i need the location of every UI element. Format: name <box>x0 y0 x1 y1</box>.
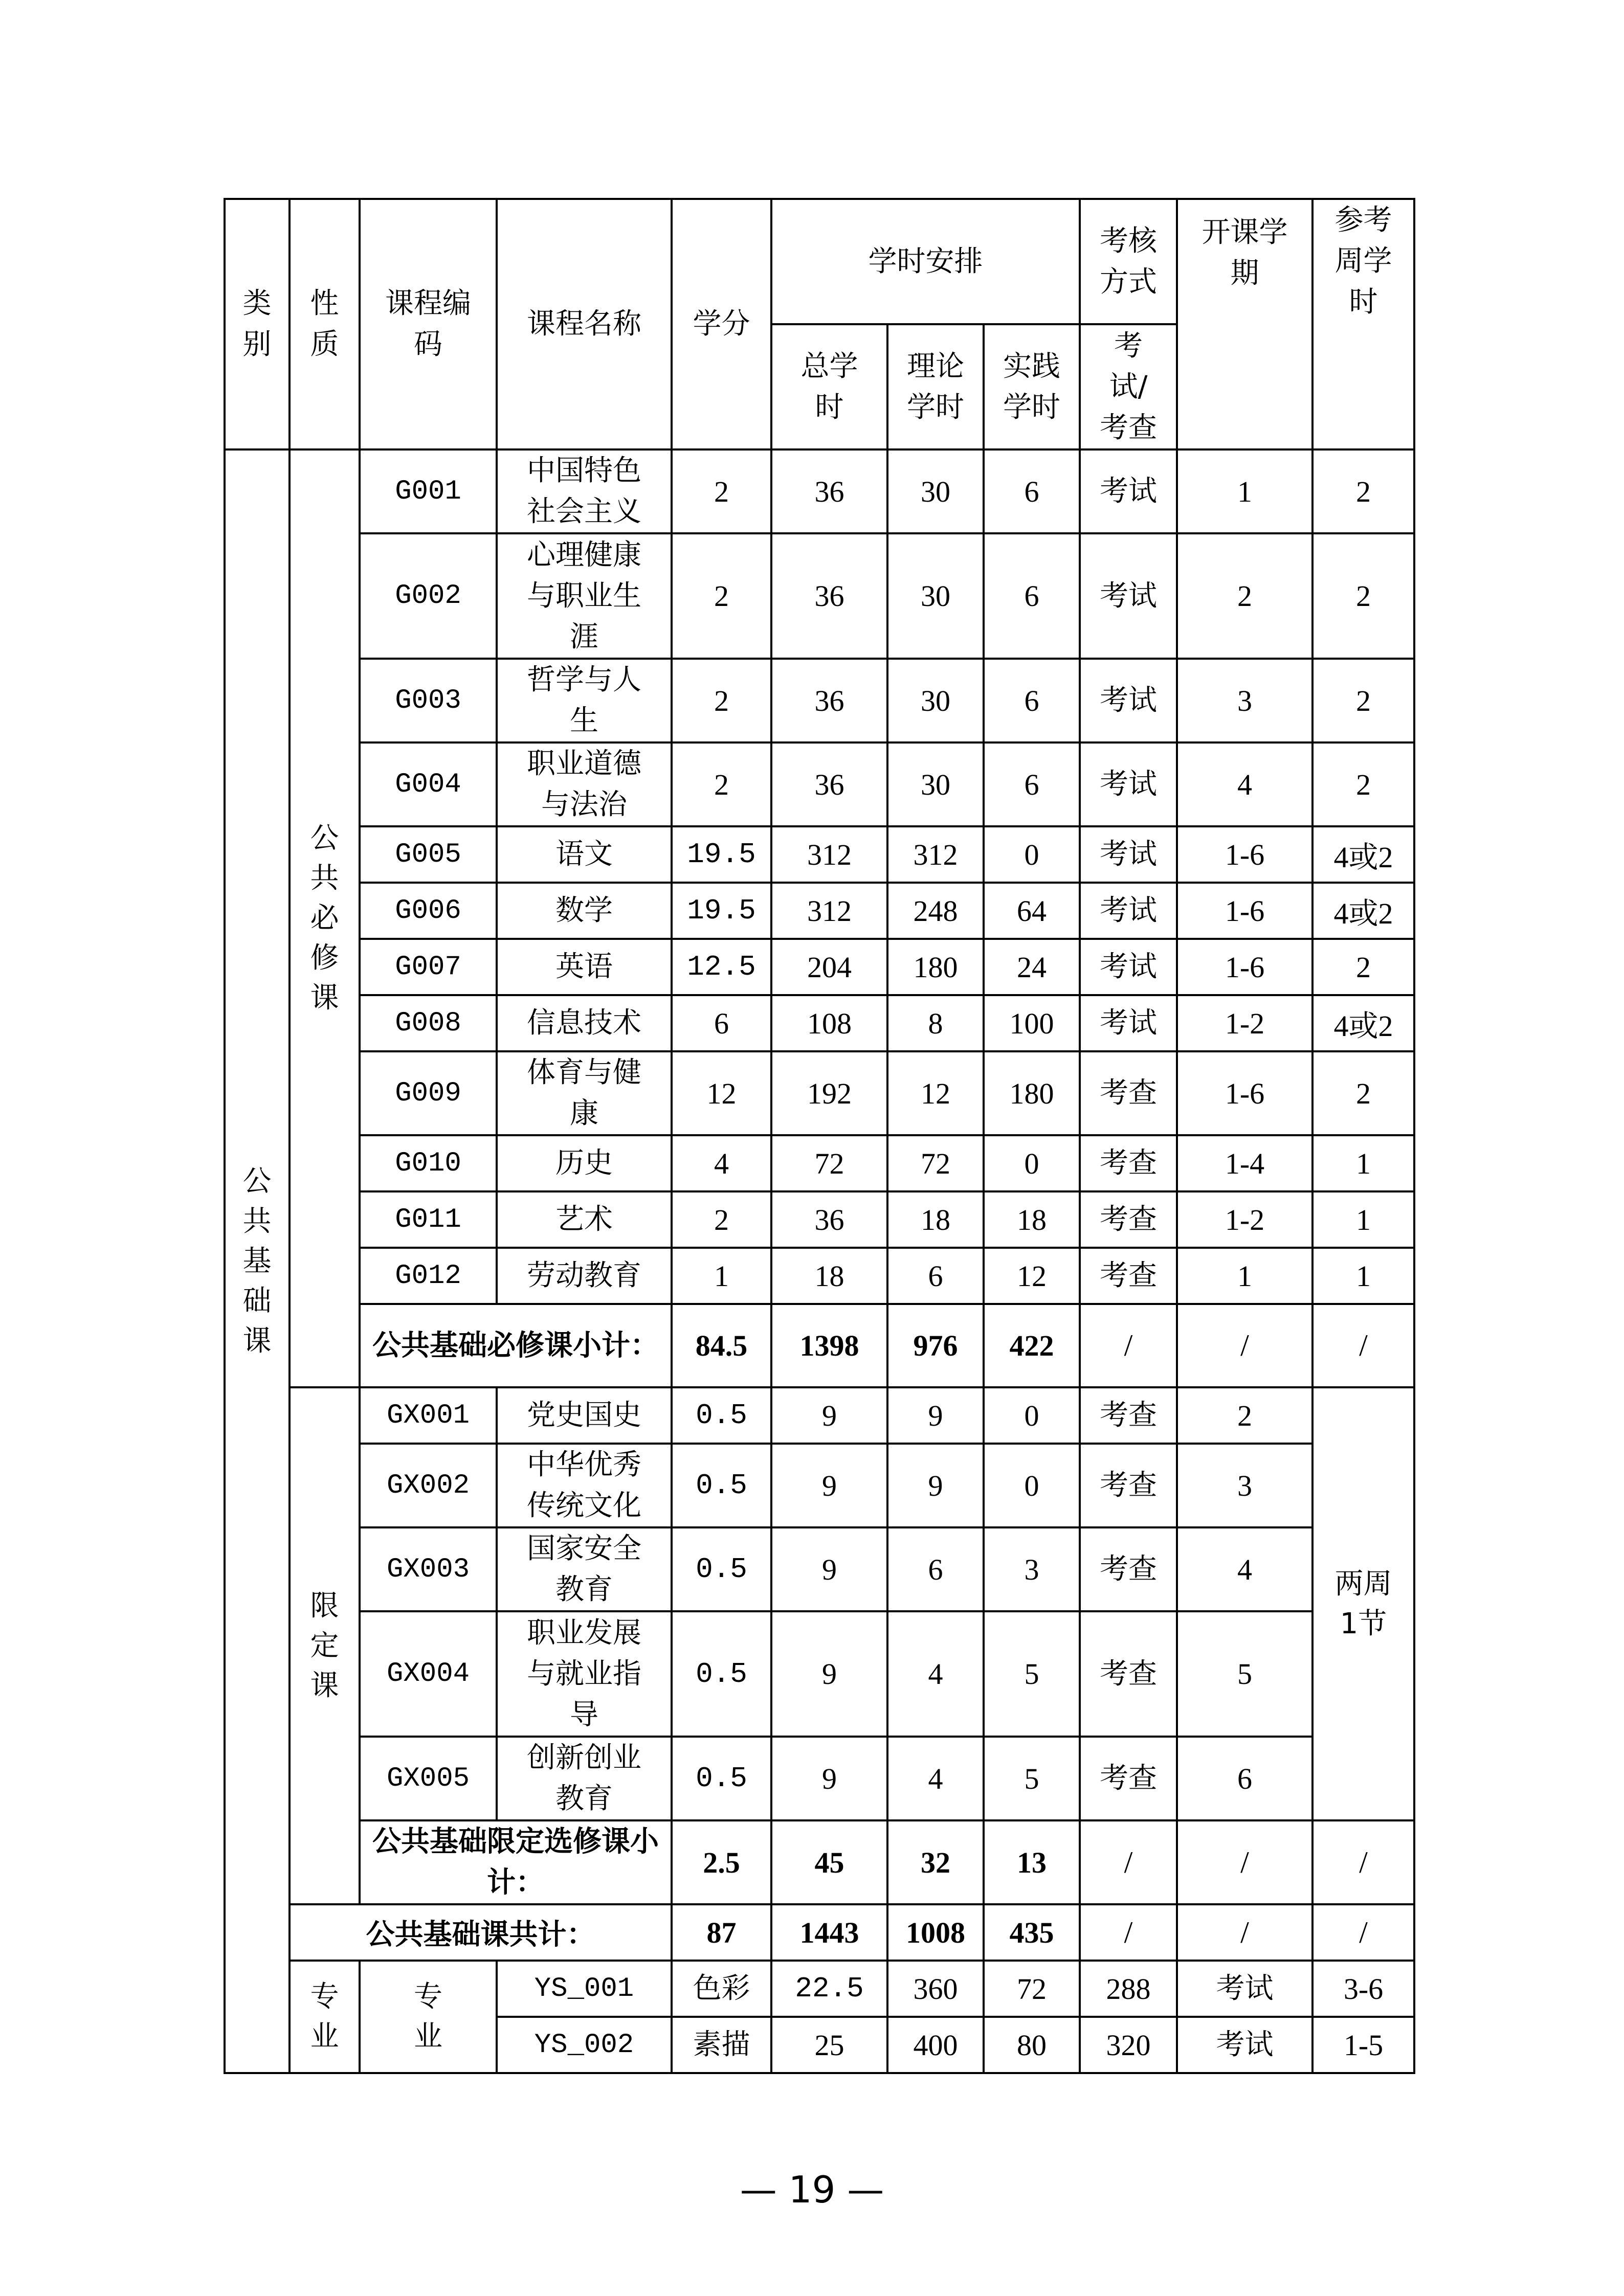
semester: 1-5 <box>1312 2017 1414 2073</box>
practice-hours: 320 <box>1080 2017 1177 2073</box>
weekly-hours: / <box>1312 1820 1414 1904</box>
course-code: G011 <box>360 1191 497 1248</box>
total-hours: 312 <box>771 883 887 939</box>
header-total-hours: 总学时 <box>771 324 887 449</box>
semester: / <box>1177 1904 1312 1961</box>
header-semester: 开课学期 <box>1177 199 1312 449</box>
assessment: 考查 <box>1080 1611 1177 1737</box>
theory-hours: 18 <box>887 1191 984 1248</box>
practice-hours: 6 <box>984 659 1080 742</box>
course-code: G007 <box>360 939 497 995</box>
practice-hours: 100 <box>984 995 1080 1051</box>
course-name: 国家安全教育 <box>497 1527 672 1611</box>
credits: 6 <box>672 995 771 1051</box>
assessment: / <box>1080 1304 1177 1387</box>
credits: 25 <box>771 2017 887 2073</box>
limited-weekly-hours: 两周1节 <box>1312 1387 1414 1820</box>
weekly-hours: 4或2 <box>1312 883 1414 939</box>
course-name: 哲学与人生 <box>497 659 672 742</box>
subtotal-row <box>225 1304 1414 1387</box>
course-code: G001 <box>360 449 497 533</box>
header-course-name: 课程名称 <box>497 199 672 449</box>
assessment: 考查 <box>1080 1051 1177 1135</box>
semester: 1-6 <box>1177 1051 1312 1135</box>
credits: 22.5 <box>771 1961 887 2017</box>
total-hours: 9 <box>771 1387 887 1444</box>
total-hours: 36 <box>771 449 887 533</box>
table-row <box>225 1527 1414 1611</box>
theory-hours: 12 <box>887 1051 984 1135</box>
total-hours: 36 <box>771 533 887 659</box>
theory-hours: 8 <box>887 995 984 1051</box>
assessment: 考试 <box>1080 533 1177 659</box>
group-major-nature: 专业 <box>360 1961 497 2073</box>
table-row <box>225 1135 1414 1191</box>
course-code: GX002 <box>360 1444 497 1527</box>
weekly-hours: / <box>1312 1304 1414 1387</box>
practice-hours: 0 <box>984 1135 1080 1191</box>
subtotal-row <box>225 1820 1414 1904</box>
course-name: 劳动教育 <box>497 1248 672 1304</box>
course-name: 创新创业教育 <box>497 1737 672 1820</box>
weekly-hours: 2 <box>1312 659 1414 742</box>
practice-hours: 180 <box>984 1051 1080 1135</box>
total-hours: 36 <box>771 659 887 742</box>
weekly-hours: 4或2 <box>1312 826 1414 883</box>
credits: 2 <box>672 659 771 742</box>
practice-hours: 422 <box>984 1304 1080 1387</box>
header-practice-hours: 实践学时 <box>984 324 1080 449</box>
theory-hours: 9 <box>887 1387 984 1444</box>
credits: 0.5 <box>672 1444 771 1527</box>
practice-hours: 6 <box>984 449 1080 533</box>
table-row <box>225 1051 1414 1135</box>
credits: 2 <box>672 449 771 533</box>
course-code: YS_001 <box>497 1961 672 2017</box>
public-total-label: 公共基础课共计： <box>290 1904 672 1961</box>
course-code: GX001 <box>360 1387 497 1444</box>
semester: 2 <box>1177 533 1312 659</box>
theory-hours: 32 <box>887 1820 984 1904</box>
header-credits: 学分 <box>672 199 771 449</box>
table-row <box>225 659 1414 742</box>
course-name: 中国特色社会主义 <box>497 449 672 533</box>
course-code: G006 <box>360 883 497 939</box>
semester: 2 <box>1177 1387 1312 1444</box>
assessment: 考试 <box>1080 995 1177 1051</box>
table-row <box>225 995 1414 1051</box>
total-hours: 360 <box>887 1961 984 2017</box>
semester: 3 <box>1177 1444 1312 1527</box>
course-name: 语文 <box>497 826 672 883</box>
course-name: 素描 <box>672 2017 771 2073</box>
assessment: 考试 <box>1177 1961 1312 2017</box>
practice-hours: 5 <box>984 1611 1080 1737</box>
practice-hours: 0 <box>984 1444 1080 1527</box>
table-row <box>225 826 1414 883</box>
semester: 4 <box>1177 742 1312 826</box>
header-weekly-hours: 参考周学时 <box>1312 199 1414 449</box>
total-hours: 36 <box>771 742 887 826</box>
semester: 1 <box>1177 1248 1312 1304</box>
theory-hours: 30 <box>887 449 984 533</box>
semester: 1-2 <box>1177 1191 1312 1248</box>
semester: 1-6 <box>1177 826 1312 883</box>
header-category: 类别 <box>225 199 290 449</box>
total-hours: 400 <box>887 2017 984 2073</box>
assessment: 考试 <box>1080 742 1177 826</box>
assessment: 考查 <box>1080 1527 1177 1611</box>
theory-hours: 80 <box>984 2017 1080 2073</box>
weekly-hours: 2 <box>1312 939 1414 995</box>
table-row <box>225 1444 1414 1527</box>
header-course-code: 课程编码 <box>360 199 497 449</box>
course-name: 党史国史 <box>497 1387 672 1444</box>
practice-hours: 13 <box>984 1820 1080 1904</box>
assessment: 考试 <box>1080 826 1177 883</box>
course-code: G010 <box>360 1135 497 1191</box>
course-code: G008 <box>360 995 497 1051</box>
theory-hours: 9 <box>887 1444 984 1527</box>
semester: 3 <box>1177 659 1312 742</box>
assessment: 考试 <box>1080 659 1177 742</box>
semester: 1-2 <box>1177 995 1312 1051</box>
weekly-hours: 1 <box>1312 1135 1414 1191</box>
credits: 84.5 <box>672 1304 771 1387</box>
header-exam-or-check: 考试/考查 <box>1080 324 1177 449</box>
semester: 1-4 <box>1177 1135 1312 1191</box>
theory-hours: 4 <box>887 1611 984 1737</box>
course-code: GX005 <box>360 1737 497 1820</box>
theory-hours: 6 <box>887 1248 984 1304</box>
credits: 19.5 <box>672 826 771 883</box>
total-hours: 45 <box>771 1820 887 1904</box>
credits: 0.5 <box>672 1527 771 1611</box>
table-row <box>225 1961 1414 2017</box>
theory-hours: 976 <box>887 1304 984 1387</box>
theory-hours: 1008 <box>887 1904 984 1961</box>
assessment: 考查 <box>1080 1737 1177 1820</box>
semester: / <box>1177 1304 1312 1387</box>
theory-hours: 30 <box>887 742 984 826</box>
header-nature: 性质 <box>290 199 360 449</box>
practice-hours: 435 <box>984 1904 1080 1961</box>
practice-hours: 64 <box>984 883 1080 939</box>
table-row <box>225 449 1414 533</box>
total-hours: 204 <box>771 939 887 995</box>
course-code: GX004 <box>360 1611 497 1737</box>
credits: 2 <box>672 533 771 659</box>
table-row <box>225 1611 1414 1737</box>
total-hours: 1443 <box>771 1904 887 1961</box>
credits: 19.5 <box>672 883 771 939</box>
credits: 87 <box>672 1904 771 1961</box>
header-assessment-method: 考核方式 <box>1080 199 1177 324</box>
practice-hours: 288 <box>1080 1961 1177 2017</box>
assessment: 考查 <box>1080 1248 1177 1304</box>
credits: 1 <box>672 1248 771 1304</box>
practice-hours: 0 <box>984 1387 1080 1444</box>
course-code: G004 <box>360 742 497 826</box>
semester: 3-6 <box>1312 1961 1414 2017</box>
group-public-basic: 公共基础课 <box>225 449 290 2073</box>
limited-subtotal-label: 公共基础限定选修课小计： <box>360 1820 672 1904</box>
assessment: 考查 <box>1080 1387 1177 1444</box>
practice-hours: 5 <box>984 1737 1080 1820</box>
header-row-1 <box>225 199 1414 324</box>
semester: 4 <box>1177 1527 1312 1611</box>
table-row <box>225 883 1414 939</box>
course-name: 历史 <box>497 1135 672 1191</box>
total-hours: 108 <box>771 995 887 1051</box>
practice-hours: 6 <box>984 533 1080 659</box>
assessment: 考查 <box>1080 1135 1177 1191</box>
credits: 12.5 <box>672 939 771 995</box>
total-hours: 72 <box>771 1135 887 1191</box>
course-code: G012 <box>360 1248 497 1304</box>
course-name: 职业发展与就业指导 <box>497 1611 672 1737</box>
credits: 2 <box>672 1191 771 1248</box>
table-row <box>225 1737 1414 1820</box>
course-code: GX003 <box>360 1527 497 1611</box>
theory-hours: 4 <box>887 1737 984 1820</box>
practice-hours: 18 <box>984 1191 1080 1248</box>
course-name: 心理健康与职业生涯 <box>497 533 672 659</box>
assessment: 考试 <box>1080 449 1177 533</box>
total-hours: 9 <box>771 1527 887 1611</box>
practice-hours: 24 <box>984 939 1080 995</box>
semester: 1-6 <box>1177 883 1312 939</box>
header-hours-arrangement: 学时安排 <box>771 199 1080 324</box>
theory-hours: 72 <box>887 1135 984 1191</box>
theory-hours: 312 <box>887 826 984 883</box>
group-limited: 限定课 <box>290 1387 360 1904</box>
weekly-hours: 2 <box>1312 742 1414 826</box>
weekly-hours: 4或2 <box>1312 995 1414 1051</box>
semester: 6 <box>1177 1737 1312 1820</box>
assessment: 考查 <box>1080 1191 1177 1248</box>
assessment: 考查 <box>1080 1444 1177 1527</box>
required-subtotal-label: 公共基础必修课小计： <box>360 1304 672 1387</box>
course-code: G009 <box>360 1051 497 1135</box>
page-number: — 19 — <box>740 2168 884 2211</box>
course-code: G003 <box>360 659 497 742</box>
weekly-hours: 1 <box>1312 1248 1414 1304</box>
course-name: 色彩 <box>672 1961 771 2017</box>
course-name: 艺术 <box>497 1191 672 1248</box>
practice-hours: 12 <box>984 1248 1080 1304</box>
theory-hours: 180 <box>887 939 984 995</box>
total-row <box>225 1904 1414 1961</box>
theory-hours: 6 <box>887 1527 984 1611</box>
total-hours: 18 <box>771 1248 887 1304</box>
table-row <box>225 1387 1414 1444</box>
total-hours: 36 <box>771 1191 887 1248</box>
theory-hours: 30 <box>887 659 984 742</box>
semester: 1 <box>1177 449 1312 533</box>
group-major-category: 专业 <box>290 1961 360 2073</box>
weekly-hours: / <box>1312 1904 1414 1961</box>
assessment: 考试 <box>1080 939 1177 995</box>
total-hours: 1398 <box>771 1304 887 1387</box>
credits: 0.5 <box>672 1737 771 1820</box>
credits: 0.5 <box>672 1387 771 1444</box>
course-name: 体育与健康 <box>497 1051 672 1135</box>
credits: 0.5 <box>672 1611 771 1737</box>
total-hours: 9 <box>771 1737 887 1820</box>
group-public-required: 公共必修课 <box>290 449 360 1387</box>
assessment: / <box>1080 1820 1177 1904</box>
weekly-hours: 1 <box>1312 1191 1414 1248</box>
theory-hours: 72 <box>984 1961 1080 2017</box>
course-code: YS_002 <box>497 2017 672 2073</box>
course-name: 数学 <box>497 883 672 939</box>
practice-hours: 3 <box>984 1527 1080 1611</box>
course-code: G005 <box>360 826 497 883</box>
course-name: 信息技术 <box>497 995 672 1051</box>
theory-hours: 30 <box>887 533 984 659</box>
credits: 2.5 <box>672 1820 771 1904</box>
credits: 4 <box>672 1135 771 1191</box>
course-table <box>224 198 1415 2074</box>
semester: 5 <box>1177 1611 1312 1737</box>
weekly-hours: 2 <box>1312 449 1414 533</box>
assessment: 考试 <box>1177 2017 1312 2073</box>
course-name: 中华优秀传统文化 <box>497 1444 672 1527</box>
practice-hours: 6 <box>984 742 1080 826</box>
course-name: 职业道德与法治 <box>497 742 672 826</box>
course-code: G002 <box>360 533 497 659</box>
total-hours: 9 <box>771 1611 887 1737</box>
total-hours: 9 <box>771 1444 887 1527</box>
credits: 2 <box>672 742 771 826</box>
assessment: 考试 <box>1080 883 1177 939</box>
practice-hours: 0 <box>984 826 1080 883</box>
weekly-hours: 2 <box>1312 533 1414 659</box>
table-row <box>225 533 1414 659</box>
table-row <box>225 1191 1414 1248</box>
table-row <box>225 1248 1414 1304</box>
credits: 12 <box>672 1051 771 1135</box>
course-name: 英语 <box>497 939 672 995</box>
table-row <box>225 939 1414 995</box>
table-row <box>225 742 1414 826</box>
total-hours: 312 <box>771 826 887 883</box>
assessment: / <box>1080 1904 1177 1961</box>
header-theory-hours: 理论学时 <box>887 324 984 449</box>
total-hours: 192 <box>771 1051 887 1135</box>
semester: 1-6 <box>1177 939 1312 995</box>
semester: / <box>1177 1820 1312 1904</box>
weekly-hours: 2 <box>1312 1051 1414 1135</box>
theory-hours: 248 <box>887 883 984 939</box>
